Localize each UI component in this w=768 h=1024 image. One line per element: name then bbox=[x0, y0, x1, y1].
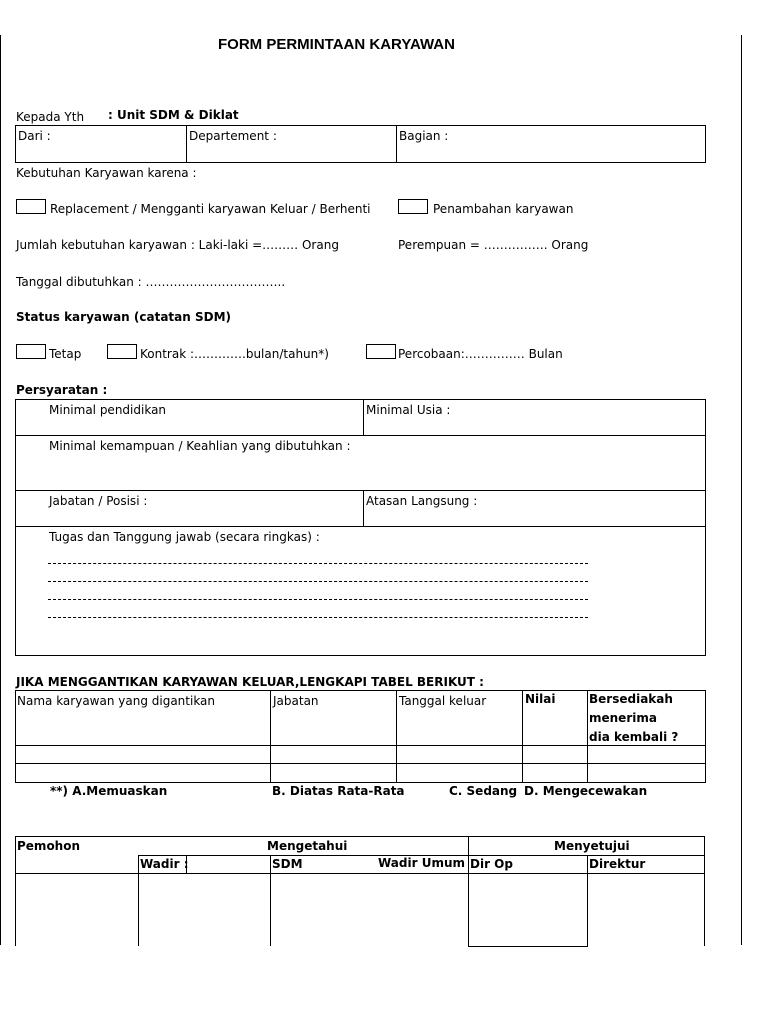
dotted-line bbox=[48, 563, 588, 564]
jumlah-field[interactable]: Jumlah kebutuhan karyawan : Laki-laki =……… Orang bbox=[16, 238, 339, 252]
row-divider bbox=[15, 490, 705, 491]
col-divider bbox=[270, 690, 271, 782]
col-menerima: menerima bbox=[589, 711, 657, 725]
tetap-checkbox[interactable] bbox=[16, 344, 46, 359]
sdm-label: SDM bbox=[272, 857, 303, 871]
kontrak-checkbox[interactable] bbox=[107, 344, 137, 359]
pengganti-heading: JIKA MENGGANTIKAN KARYAWAN KELUAR,LENGKAPI TABEL BERIKUT : bbox=[16, 675, 484, 689]
legend-a: **) A.Memuaskan bbox=[50, 784, 168, 798]
col-divider bbox=[468, 836, 469, 947]
pemohon-label: Pemohon bbox=[17, 839, 81, 853]
row-divider bbox=[15, 763, 705, 764]
penambahan-label: Penambahan karyawan bbox=[433, 202, 574, 216]
usia-field[interactable]: Minimal Usia : bbox=[366, 403, 451, 417]
col-tanggal: Tanggal keluar bbox=[399, 694, 487, 708]
col-divider bbox=[270, 855, 271, 946]
replacement-checkbox[interactable] bbox=[16, 199, 46, 214]
dotted-line bbox=[48, 581, 588, 582]
col-divider bbox=[522, 690, 523, 782]
penambahan-checkbox[interactable] bbox=[398, 199, 428, 214]
tugas-field[interactable]: Tugas dan Tanggung jawab (secara ringkas) : bbox=[49, 530, 320, 544]
header-divider bbox=[186, 125, 187, 162]
jabatan-field[interactable]: Jabatan / Posisi : bbox=[49, 494, 148, 508]
status-label: Status karyawan (catatan SDM) bbox=[16, 310, 232, 324]
persyaratan-label: Persyaratan : bbox=[16, 383, 108, 397]
mengetahui-label: Mengetahui bbox=[267, 839, 348, 853]
bagian-field[interactable]: Bagian : bbox=[399, 129, 449, 143]
approval-header-bottom bbox=[15, 873, 705, 874]
menyetujui-label: Menyetujui bbox=[554, 839, 630, 853]
col-divider bbox=[15, 836, 16, 946]
approval-bottom bbox=[468, 946, 588, 947]
col-nilai: Nilai bbox=[525, 692, 556, 706]
row-divider bbox=[15, 526, 705, 527]
page-border-left bbox=[0, 35, 1, 945]
row-divider bbox=[15, 745, 705, 746]
dari-field[interactable]: Dari : bbox=[18, 129, 51, 143]
kepada-label: Kepada Yth bbox=[16, 110, 85, 124]
approval-top bbox=[15, 836, 705, 837]
col-nama: Nama karyawan yang digantikan bbox=[17, 694, 216, 708]
dir-op-label: Dir Op bbox=[470, 857, 513, 871]
percobaan-checkbox[interactable] bbox=[366, 344, 396, 359]
col-divider bbox=[363, 399, 364, 436]
col-bersediakah: Bersediakah bbox=[589, 692, 673, 706]
kebutuhan-label: Kebutuhan Karyawan karena : bbox=[16, 166, 197, 180]
col-divider bbox=[587, 690, 588, 782]
legend-c: C. Sedang bbox=[449, 784, 518, 798]
row-divider bbox=[15, 435, 705, 436]
percobaan-label: Percobaan:…………… Bulan bbox=[398, 347, 563, 361]
dotted-line bbox=[48, 599, 588, 600]
legend-b: B. Diatas Rata-Rata bbox=[272, 784, 405, 798]
col-kembali: dia kembali ? bbox=[589, 730, 679, 744]
col-divider bbox=[587, 855, 588, 946]
col-jabatan: Jabatan bbox=[273, 694, 319, 708]
header-table bbox=[15, 125, 706, 163]
departement-field[interactable]: Departement : bbox=[189, 129, 277, 143]
tanggal-field[interactable]: Tanggal dibutuhkan : …………………………….. bbox=[16, 275, 286, 289]
tetap-label: Tetap bbox=[49, 347, 82, 361]
atasan-field[interactable]: Atasan Langsung : bbox=[366, 494, 478, 508]
kontrak-label: Kontrak :………….bulan/tahun*) bbox=[140, 347, 329, 361]
header-divider bbox=[396, 125, 397, 162]
pendidikan-field[interactable]: Minimal pendidikan bbox=[49, 403, 167, 417]
perempuan-field[interactable]: Perempuan = ……………. Orang bbox=[398, 238, 589, 252]
wadir-label: Wadir : bbox=[140, 857, 189, 871]
col-divider bbox=[396, 690, 397, 782]
page-border-right bbox=[741, 35, 742, 945]
replacement-label: Replacement / Mengganti karyawan Keluar / Berhenti bbox=[50, 202, 371, 216]
form-title: FORM PERMINTAAN KARYAWAN bbox=[218, 36, 455, 53]
kemampuan-field[interactable]: Minimal kemampuan / Keahlian yang dibutuhkan : bbox=[49, 439, 351, 453]
direktur-label: Direktur bbox=[589, 857, 646, 871]
col-divider bbox=[363, 490, 364, 527]
wadir-umum-label: Wadir Umum bbox=[378, 856, 465, 870]
legend-d: D. Mengecewakan bbox=[524, 784, 648, 798]
kepada-value: : Unit SDM & Diklat bbox=[108, 108, 239, 122]
col-divider bbox=[704, 836, 705, 946]
col-divider bbox=[138, 855, 139, 946]
dotted-line bbox=[48, 617, 588, 618]
